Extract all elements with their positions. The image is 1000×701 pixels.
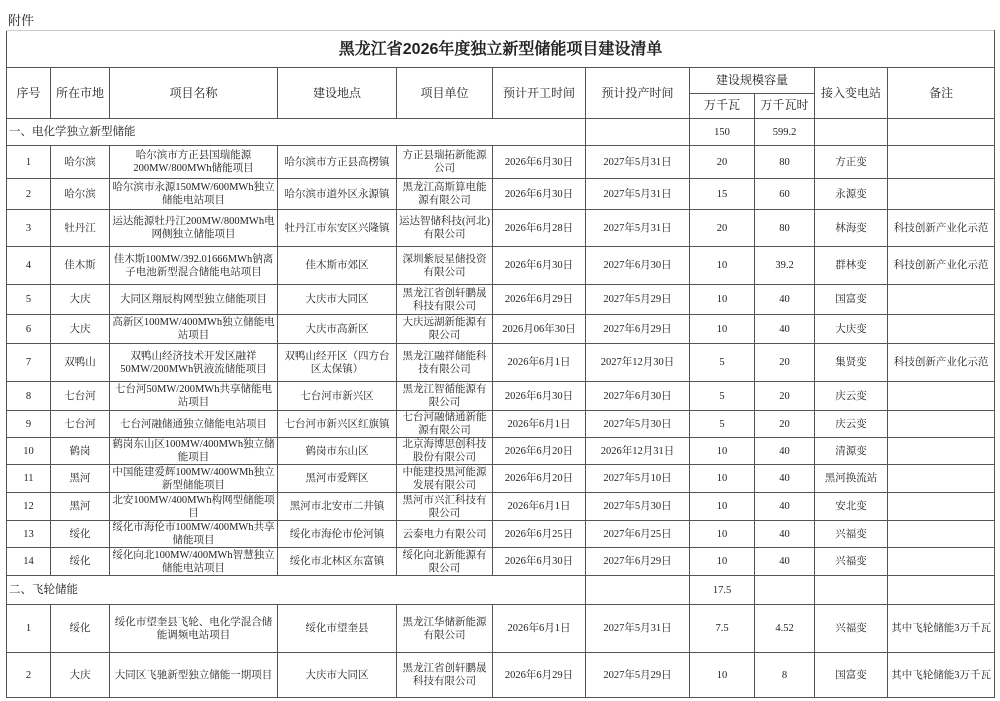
cell-remark (888, 493, 995, 521)
empty-cell (815, 576, 888, 605)
cell-remark (888, 548, 995, 576)
cell-remark (888, 411, 995, 438)
cell-seq: 13 (7, 521, 51, 548)
cell-city: 黑河 (51, 465, 110, 493)
cell-city: 哈尔滨 (51, 146, 110, 179)
cell-seq: 5 (7, 285, 51, 315)
cell-remark (888, 315, 995, 344)
cell-company: 绥化向北新能源有限公司 (397, 548, 493, 576)
cell-location: 绥化市海伦市伦河镇 (278, 521, 397, 548)
cell-mw: 10 (690, 285, 755, 315)
section-row (7, 576, 995, 605)
cell-remark: 其中飞轮储能3万千瓦 (888, 605, 995, 653)
empty-cell (493, 119, 586, 146)
page-title: 黑龙江省2026年度独立新型储能项目建设清单 (7, 31, 995, 68)
table-row (7, 382, 995, 411)
cell-name: 鹤岗东山区100MW/400MWh独立储能项目 (110, 438, 278, 465)
cell-mw: 5 (690, 382, 755, 411)
empty-cell (586, 119, 690, 146)
header-finish: 预计投产时间 (586, 68, 690, 119)
cell-mw: 10 (690, 315, 755, 344)
cell-name: 绥化市望奎县飞轮、电化学混合储能调频电站项目 (110, 605, 278, 653)
cell-mwh: 80 (755, 146, 815, 179)
cell-seq: 10 (7, 438, 51, 465)
cell-mwh: 80 (755, 210, 815, 247)
cell-location: 大庆市大同区 (278, 653, 397, 698)
table-row (7, 465, 995, 493)
cell-remark (888, 146, 995, 179)
cell-start: 2026年6月1日 (493, 344, 586, 382)
section-total-mw: 17.5 (690, 576, 755, 605)
cell-finish: 2027年6月30日 (586, 382, 690, 411)
cell-city: 双鸭山 (51, 344, 110, 382)
cell-substation: 安北变 (815, 493, 888, 521)
section-label: 二、飞轮储能 (7, 576, 493, 605)
cell-name: 双鸭山经济技术开发区融祥50MW/200MWh钒液流储能项目 (110, 344, 278, 382)
cell-company: 七台河融储通新能源有限公司 (397, 411, 493, 438)
cell-substation: 大庆变 (815, 315, 888, 344)
cell-seq: 11 (7, 465, 51, 493)
empty-cell (888, 576, 995, 605)
cell-substation: 国富变 (815, 653, 888, 698)
section-label: 一、电化学独立新型储能 (7, 119, 493, 146)
cell-mw: 20 (690, 146, 755, 179)
cell-location: 哈尔滨市道外区永源镇 (278, 179, 397, 210)
cell-mw: 10 (690, 653, 755, 698)
cell-seq: 2 (7, 653, 51, 698)
cell-start: 2026年6月20日 (493, 465, 586, 493)
cell-remark (888, 285, 995, 315)
cell-start: 2026年6月28日 (493, 210, 586, 247)
cell-finish: 2027年6月25日 (586, 521, 690, 548)
table-body (7, 119, 995, 698)
header-mwh: 万千瓦时 (755, 93, 815, 119)
table-row (7, 146, 995, 179)
cell-seq: 6 (7, 315, 51, 344)
section-total-mw: 150 (690, 119, 755, 146)
header-remark: 备注 (888, 68, 995, 119)
empty-cell (493, 576, 586, 605)
cell-mw: 15 (690, 179, 755, 210)
cell-seq: 2 (7, 179, 51, 210)
cell-name: 北安100MW/400MWh构网型储能项目 (110, 493, 278, 521)
cell-seq: 7 (7, 344, 51, 382)
cell-seq: 4 (7, 247, 51, 285)
cell-start: 2026年6月29日 (493, 653, 586, 698)
cell-seq: 8 (7, 382, 51, 411)
cell-company: 云泰电力有限公司 (397, 521, 493, 548)
cell-remark (888, 382, 995, 411)
cell-name: 绥化向北100MW/400MWh智慧独立储能电站项目 (110, 548, 278, 576)
cell-seq: 1 (7, 605, 51, 653)
empty-cell (586, 576, 690, 605)
cell-remark (888, 465, 995, 493)
cell-city: 黑河 (51, 493, 110, 521)
cell-name: 大同区飞驰新型独立储能一期项目 (110, 653, 278, 698)
cell-name: 中国能建爱辉100MW/400WMh独立新型储能项目 (110, 465, 278, 493)
cell-substation: 兴福变 (815, 548, 888, 576)
header-name: 项目名称 (110, 68, 278, 119)
header-city: 所在市地 (51, 68, 110, 119)
cell-mwh: 40 (755, 285, 815, 315)
cell-finish: 2027年5月31日 (586, 179, 690, 210)
cell-company: 黑龙江省创轩鹏晟科技有限公司 (397, 285, 493, 315)
cell-location: 七台河市新兴区红旗镇 (278, 411, 397, 438)
cell-company: 运达智储科技(河北)有限公司 (397, 210, 493, 247)
cell-mwh: 40 (755, 438, 815, 465)
cell-name: 佳木斯100MW/392.01666MWh钠离子电池新型混合储能电站项目 (110, 247, 278, 285)
cell-name: 大同区翔辰构网型独立储能项目 (110, 285, 278, 315)
cell-city: 绥化 (51, 605, 110, 653)
cell-mw: 10 (690, 548, 755, 576)
cell-location: 哈尔滨市方正县高楞镇 (278, 146, 397, 179)
cell-mw: 10 (690, 465, 755, 493)
cell-company: 黑龙江省创轩鹏晟科技有限公司 (397, 653, 493, 698)
cell-city: 绥化 (51, 548, 110, 576)
cell-finish: 2027年12月30日 (586, 344, 690, 382)
cell-seq: 12 (7, 493, 51, 521)
cell-city: 七台河 (51, 411, 110, 438)
header-company: 项目单位 (397, 68, 493, 119)
cell-company: 黑龙江华储新能源有限公司 (397, 605, 493, 653)
cell-seq: 14 (7, 548, 51, 576)
table-row (7, 493, 995, 521)
cell-mwh: 40 (755, 465, 815, 493)
cell-remark (888, 521, 995, 548)
cell-location: 黑河市北安市二井镇 (278, 493, 397, 521)
table-row (7, 344, 995, 382)
cell-start: 2026年6月1日 (493, 411, 586, 438)
cell-start: 2026年6月30日 (493, 179, 586, 210)
cell-start: 2026年6月30日 (493, 382, 586, 411)
cell-substation: 方正变 (815, 146, 888, 179)
cell-company: 深圳紫辰星储投资有限公司 (397, 247, 493, 285)
table-row (7, 210, 995, 247)
cell-start: 2026年6月1日 (493, 605, 586, 653)
cell-substation: 群林变 (815, 247, 888, 285)
cell-mwh: 39.2 (755, 247, 815, 285)
cell-finish: 2026年12月31日 (586, 438, 690, 465)
cell-mwh: 20 (755, 344, 815, 382)
cell-finish: 2027年5月29日 (586, 285, 690, 315)
cell-substation: 兴福变 (815, 521, 888, 548)
cell-finish: 2027年6月29日 (586, 548, 690, 576)
cell-location: 七台河市新兴区 (278, 382, 397, 411)
cell-company: 方正县瑞拓新能源公司 (397, 146, 493, 179)
cell-seq: 3 (7, 210, 51, 247)
cell-start: 2026年6月25日 (493, 521, 586, 548)
cell-finish: 2027年5月31日 (586, 605, 690, 653)
cell-mwh: 8 (755, 653, 815, 698)
cell-location: 大庆市高新区 (278, 315, 397, 344)
cell-substation: 林海变 (815, 210, 888, 247)
cell-finish: 2027年5月31日 (586, 146, 690, 179)
cell-seq: 1 (7, 146, 51, 179)
cell-start: 2026年6月29日 (493, 285, 586, 315)
cell-city: 牡丹江 (51, 210, 110, 247)
header-location: 建设地点 (278, 68, 397, 119)
cell-start: 2026年6月30日 (493, 146, 586, 179)
empty-cell (888, 119, 995, 146)
cell-finish: 2027年5月31日 (586, 210, 690, 247)
cell-mwh: 60 (755, 179, 815, 210)
cell-substation: 黑河换流站 (815, 465, 888, 493)
cell-start: 2026年6月1日 (493, 493, 586, 521)
cell-substation: 永源变 (815, 179, 888, 210)
cell-remark: 科技创新产业化示范 (888, 210, 995, 247)
cell-city: 七台河 (51, 382, 110, 411)
table-row (7, 179, 995, 210)
attachment-label: 附件 (8, 13, 35, 28)
cell-name: 七台河50MW/200MWh共享储能电站项目 (110, 382, 278, 411)
section-total-mwh: 599.2 (755, 119, 815, 146)
cell-mw: 5 (690, 411, 755, 438)
cell-mw: 10 (690, 438, 755, 465)
cell-company: 黑龙江智循能源有限公司 (397, 382, 493, 411)
cell-start: 2026年6月30日 (493, 548, 586, 576)
cell-location: 鹤岗市东山区 (278, 438, 397, 465)
header-seq: 序号 (7, 68, 51, 119)
table-row (7, 247, 995, 285)
cell-start: 2026年6月20日 (493, 438, 586, 465)
cell-name: 哈尔滨市方正县国瑞能源200MW/800MWh储能项目 (110, 146, 278, 179)
cell-company: 中能建投黑河能源发展有限公司 (397, 465, 493, 493)
cell-remark (888, 438, 995, 465)
header-substation: 接入变电站 (815, 68, 888, 119)
empty-cell (815, 119, 888, 146)
cell-city: 大庆 (51, 653, 110, 698)
cell-name: 七台河融储通独立储能电站项目 (110, 411, 278, 438)
cell-seq: 9 (7, 411, 51, 438)
section-total-mwh (755, 576, 815, 605)
cell-finish: 2027年5月30日 (586, 411, 690, 438)
cell-mw: 10 (690, 247, 755, 285)
table-row (7, 548, 995, 576)
section-row (7, 119, 995, 146)
cell-mw: 20 (690, 210, 755, 247)
cell-mw: 7.5 (690, 605, 755, 653)
cell-company: 黑龙江融祥储能科技有限公司 (397, 344, 493, 382)
cell-substation: 国富变 (815, 285, 888, 315)
cell-company: 黑河市兴汇科技有限公司 (397, 493, 493, 521)
cell-location: 黑河市爱辉区 (278, 465, 397, 493)
cell-mwh: 40 (755, 315, 815, 344)
cell-mwh: 40 (755, 493, 815, 521)
cell-substation: 清源变 (815, 438, 888, 465)
table-row (7, 605, 995, 653)
cell-remark: 其中飞轮储能3万千瓦 (888, 653, 995, 698)
cell-company: 大庆远湖新能源有限公司 (397, 315, 493, 344)
table-row (7, 315, 995, 344)
cell-finish: 2027年5月29日 (586, 653, 690, 698)
cell-start: 2026年6月30日 (493, 247, 586, 285)
cell-city: 绥化 (51, 521, 110, 548)
cell-remark (888, 179, 995, 210)
cell-location: 大庆市大同区 (278, 285, 397, 315)
table-row (7, 521, 995, 548)
cell-name: 哈尔滨市永源150MW/600MWh独立储能电站项目 (110, 179, 278, 210)
cell-city: 哈尔滨 (51, 179, 110, 210)
cell-finish: 2027年5月10日 (586, 465, 690, 493)
table-row (7, 438, 995, 465)
cell-remark: 科技创新产业化示范 (888, 344, 995, 382)
cell-name: 高新区100MW/400MWh独立储能电站项目 (110, 315, 278, 344)
cell-substation: 庆云变 (815, 382, 888, 411)
cell-mw: 10 (690, 493, 755, 521)
cell-finish: 2027年6月30日 (586, 247, 690, 285)
cell-company: 黑龙江高斯算电能源有限公司 (397, 179, 493, 210)
cell-city: 鹤岗 (51, 438, 110, 465)
table-row (7, 285, 995, 315)
cell-mwh: 40 (755, 521, 815, 548)
cell-finish: 2027年5月30日 (586, 493, 690, 521)
cell-mw: 10 (690, 521, 755, 548)
cell-mw: 5 (690, 344, 755, 382)
cell-mwh: 20 (755, 411, 815, 438)
cell-mwh: 4.52 (755, 605, 815, 653)
cell-company: 北京海博思创科技股份有限公司 (397, 438, 493, 465)
cell-mwh: 20 (755, 382, 815, 411)
cell-name: 绥化市海伦市100MW/400MWh共享储能项目 (110, 521, 278, 548)
cell-substation: 兴福变 (815, 605, 888, 653)
cell-location: 佳木斯市郊区 (278, 247, 397, 285)
cell-remark: 科技创新产业化示范 (888, 247, 995, 285)
cell-location: 双鸭山经开区（四方台区太保镇） (278, 344, 397, 382)
project-list-table (6, 30, 995, 698)
cell-city: 佳木斯 (51, 247, 110, 285)
cell-location: 绥化市北林区东富镇 (278, 548, 397, 576)
cell-mwh: 40 (755, 548, 815, 576)
cell-start: 2026月06年30日 (493, 315, 586, 344)
header-start: 预计开工时间 (493, 68, 586, 119)
header-scale: 建设规模容量 (690, 68, 815, 94)
table-row (7, 653, 995, 698)
cell-substation: 集贤变 (815, 344, 888, 382)
cell-location: 绥化市望奎县 (278, 605, 397, 653)
header-mw: 万千瓦 (690, 93, 755, 119)
table-row (7, 411, 995, 438)
cell-city: 大庆 (51, 315, 110, 344)
cell-city: 大庆 (51, 285, 110, 315)
cell-finish: 2027年6月29日 (586, 315, 690, 344)
cell-location: 牡丹江市东安区兴隆镇 (278, 210, 397, 247)
cell-substation: 庆云变 (815, 411, 888, 438)
cell-name: 运达能源牡丹江200MW/800MWh电网侧独立储能项目 (110, 210, 278, 247)
